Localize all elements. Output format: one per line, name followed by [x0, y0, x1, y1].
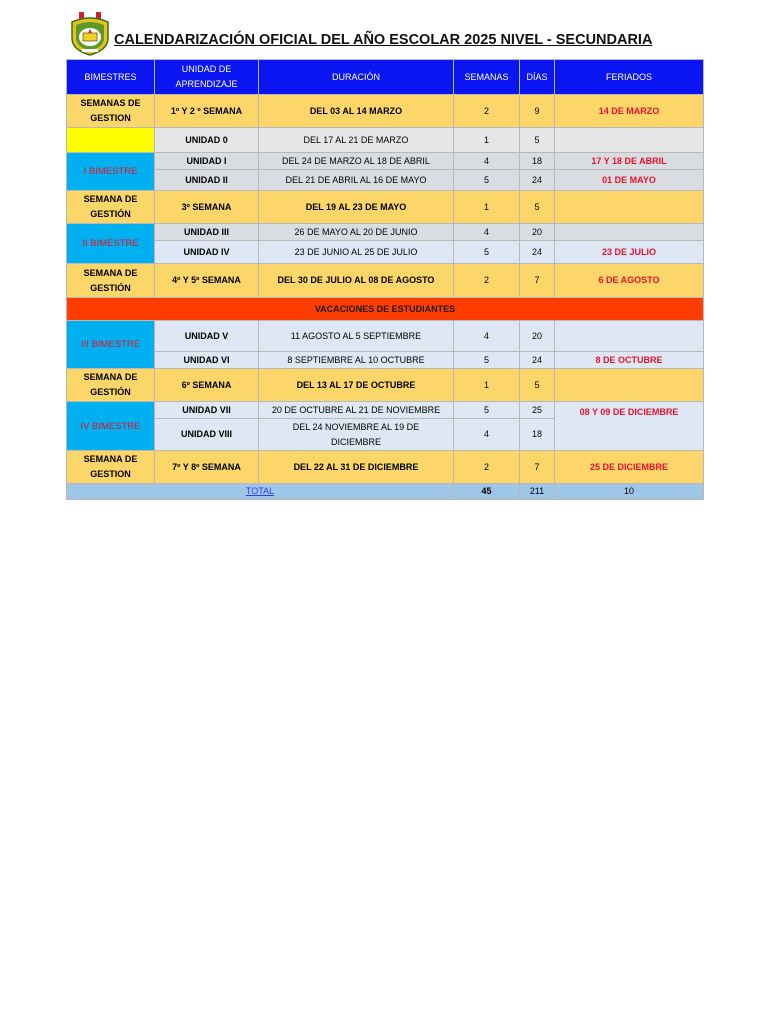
cell-duracion: 8 SEPTIEMBRE AL 10 OCTUBRE	[259, 352, 454, 369]
cell-duracion: 20 DE OCTUBRE AL 21 DE NOVIEMBRE	[259, 402, 454, 419]
cell-dias: 24	[520, 170, 555, 191]
cell-dias: 18	[520, 419, 555, 451]
cell-feriado: 23 DE JULIO	[555, 241, 704, 264]
cell-feriado: 17 Y 18 DE ABRIL	[555, 153, 704, 170]
cell-semanas: 4	[454, 419, 520, 451]
table-row	[67, 241, 704, 264]
table-row	[67, 95, 704, 128]
cell-bimestre: I BIMESTRE	[67, 153, 155, 191]
cell-semanas: 1	[454, 369, 520, 402]
calendar-table	[66, 59, 704, 500]
cell-semanas: 4	[454, 224, 520, 241]
cell-semanas: 5	[454, 241, 520, 264]
cell-semanas: 4	[454, 321, 520, 352]
cell-feriado: 08 Y 09 DE DICIEMBRE	[555, 402, 704, 451]
cell-duracion: DEL 19 AL 23 DE MAYO	[259, 191, 454, 224]
cell-bimestre: SEMANA DE GESTIÓN	[67, 191, 155, 224]
cell-dias: 5	[520, 128, 555, 153]
table-row	[67, 369, 704, 402]
col-header-feriados: FERIADOS	[555, 60, 704, 95]
cell-unidad: UNIDAD II	[155, 170, 259, 191]
cell-duracion: 26 DE MAYO AL 20 DE JUNIO	[259, 224, 454, 241]
table-header-row	[67, 60, 704, 95]
cell-unidad: 1º Y 2 º SEMANA	[155, 95, 259, 128]
cell-unidad: UNIDAD VIII	[155, 419, 259, 451]
cell-duracion: DEL 03 AL 14 MARZO	[259, 95, 454, 128]
cell-unidad: 7º Y 8º SEMANA	[155, 451, 259, 484]
table-row	[67, 170, 704, 191]
cell-dias: 24	[520, 241, 555, 264]
cell-feriado	[555, 321, 704, 352]
school-crest-logo	[68, 10, 112, 56]
table-row	[67, 153, 704, 170]
col-header-dias: DÍAS	[520, 60, 555, 95]
cell-bimestre: SEMANA DE GESTION	[67, 451, 155, 484]
cell-bimestre-empty	[67, 128, 155, 153]
cell-semanas: 4	[454, 153, 520, 170]
cell-dias: 25	[520, 402, 555, 419]
cell-duracion: DEL 13 AL 17 DE OCTUBRE	[259, 369, 454, 402]
col-header-unidad: UNIDAD DE APRENDIZAJE	[155, 60, 259, 95]
cell-unidad: UNIDAD III	[155, 224, 259, 241]
page-title: CALENDARIZACIÓN OFICIAL DEL AÑO ESCOLAR 2025 NIVEL - SECUNDARIA	[114, 32, 653, 48]
table-row	[67, 402, 704, 419]
total-dias: 211	[520, 484, 555, 500]
cell-semanas: 5	[454, 352, 520, 369]
cell-dias: 5	[520, 369, 555, 402]
cell-unidad: 4º Y 5º SEMANA	[155, 264, 259, 298]
cell-dias: 20	[520, 224, 555, 241]
table-row	[67, 352, 704, 369]
cell-duracion: DEL 17 AL 21 DE MARZO	[259, 128, 454, 153]
cell-feriado	[555, 224, 704, 241]
cell-duracion: 23 DE JUNIO AL 25 DE JULIO	[259, 241, 454, 264]
total-semanas: 45	[454, 484, 520, 500]
cell-bimestre: III BIMESTRE	[67, 321, 155, 369]
cell-duracion: DEL 22 AL 31 DE DICIEMBRE	[259, 451, 454, 484]
cell-feriado	[555, 191, 704, 224]
cell-semanas: 2	[454, 451, 520, 484]
cell-unidad: UNIDAD V	[155, 321, 259, 352]
cell-unidad: UNIDAD IV	[155, 241, 259, 264]
vacation-label: VACACIONES DE ESTUDIANTES	[67, 298, 704, 321]
cell-unidad: UNIDAD VI	[155, 352, 259, 369]
table-row	[67, 451, 704, 484]
table-row	[67, 191, 704, 224]
cell-unidad: 6º SEMANA	[155, 369, 259, 402]
cell-unidad: 3º SEMANA	[155, 191, 259, 224]
vacation-row	[67, 298, 704, 321]
cell-bimestre: SEMANAS DE GESTION	[67, 95, 155, 128]
cell-feriado: 01 DE MAYO	[555, 170, 704, 191]
cell-feriado: 25 DE DICIEMBRE	[555, 451, 704, 484]
table-row	[67, 224, 704, 241]
cell-feriado: 6 DE AGOSTO	[555, 264, 704, 298]
cell-unidad: UNIDAD 0	[155, 128, 259, 153]
total-row	[67, 484, 704, 500]
cell-feriado: 14 DE MARZO	[555, 95, 704, 128]
table-row	[67, 264, 704, 298]
cell-dias: 24	[520, 352, 555, 369]
cell-bimestre: II BIMESTRE	[67, 224, 155, 264]
document-header	[68, 8, 708, 58]
cell-duracion: DEL 24 NOVIEMBRE AL 19 DE DICIEMBRE	[259, 419, 454, 451]
table-row	[67, 321, 704, 352]
cell-semanas: 1	[454, 128, 520, 153]
cell-duracion: DEL 24 DE MARZO AL 18 DE ABRIL	[259, 153, 454, 170]
total-feriados: 10	[555, 484, 704, 500]
cell-feriado: 8 DE OCTUBRE	[555, 352, 704, 369]
cell-feriado	[555, 369, 704, 402]
cell-bimestre: IV BIMESTRE	[67, 402, 155, 451]
cell-duracion: 11 AGOSTO AL 5 SEPTIEMBRE	[259, 321, 454, 352]
cell-dias: 9	[520, 95, 555, 128]
cell-semanas: 1	[454, 191, 520, 224]
table-row	[67, 128, 704, 153]
cell-dias: 7	[520, 264, 555, 298]
cell-bimestre: SEMANA DE GESTIÓN	[67, 264, 155, 298]
cell-semanas: 2	[454, 95, 520, 128]
cell-semanas: 5	[454, 402, 520, 419]
cell-semanas: 2	[454, 264, 520, 298]
cell-unidad: UNIDAD VII	[155, 402, 259, 419]
cell-feriado	[555, 128, 704, 153]
cell-unidad: UNIDAD I	[155, 153, 259, 170]
col-header-semanas: SEMANAS	[454, 60, 520, 95]
cell-semanas: 5	[454, 170, 520, 191]
total-label: TOTAL	[67, 484, 454, 500]
cell-duracion: DEL 21 DE ABRIL AL 16 DE MAYO	[259, 170, 454, 191]
col-header-bimestres: BIMESTRES	[67, 60, 155, 95]
col-header-duracion: DURACIÓN	[259, 60, 454, 95]
cell-dias: 18	[520, 153, 555, 170]
cell-duracion: DEL 30 DE JULIO AL 08 DE AGOSTO	[259, 264, 454, 298]
cell-dias: 20	[520, 321, 555, 352]
cell-bimestre: SEMANA DE GESTIÓN	[67, 369, 155, 402]
cell-dias: 5	[520, 191, 555, 224]
cell-dias: 7	[520, 451, 555, 484]
